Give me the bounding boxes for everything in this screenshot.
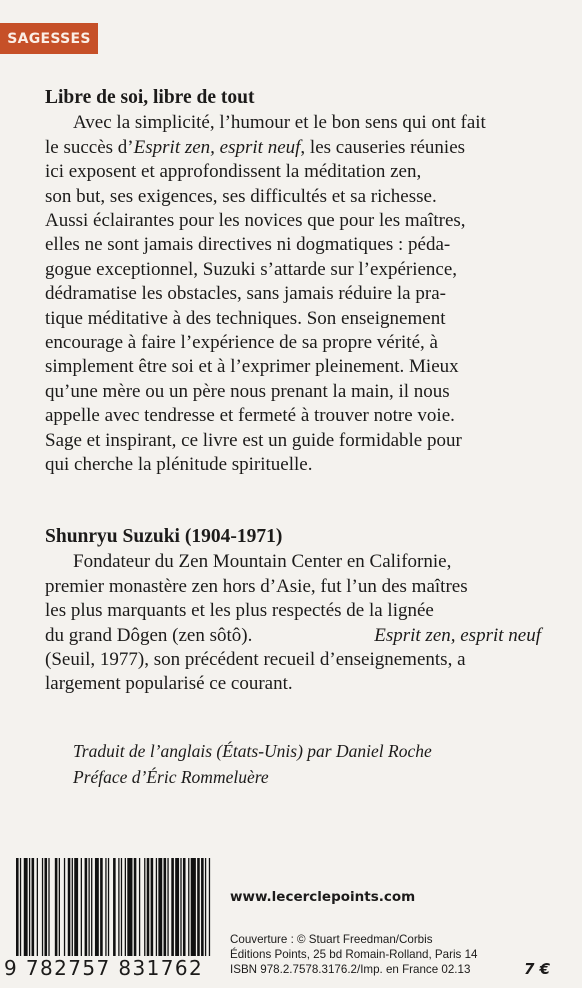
book-title: Esprit zen, esprit neuf: [374, 624, 541, 646]
book-title: Esprit zen, esprit neuf: [133, 136, 301, 158]
back-cover-blurb: [45, 86, 541, 478]
imprint: [230, 932, 477, 977]
barcode-bar: [205, 858, 206, 956]
blurb-line: appelle avec tendresse et fermeté à trouver notre voie.: [45, 405, 455, 427]
blurb-line: qui cherche la plénitude spirituelle.: [45, 454, 313, 476]
barcode-bar: [105, 858, 106, 956]
barcode-bar: [147, 858, 150, 956]
blurb-line: Sage et inspirant, ce livre est un guide formidable pour: [45, 429, 462, 451]
barcode-bar: [74, 858, 78, 956]
isbn-line: ISBN 978.2.7578.3176.2/Imp. en France 02.13: [230, 963, 471, 976]
website: www.lecerclepoints.com: [230, 889, 416, 905]
barcode-bar: [68, 858, 71, 956]
barcode-bar: [100, 858, 103, 956]
blurb-line: son but, ses exigences, ses difficultés et sa richesse.: [45, 185, 437, 207]
bio-line: largement popularisé ce courant.: [45, 673, 293, 695]
barcode-bar: [127, 858, 132, 956]
barcode-bar: [125, 858, 126, 956]
barcode-bar: [121, 858, 122, 956]
author-heading: Shunryu Suzuki (1904-1971): [45, 526, 283, 547]
barcode-bar: [139, 858, 140, 956]
barcode-bar: [32, 858, 35, 956]
barcode-bar: [55, 858, 58, 956]
barcode-bar: [64, 858, 65, 956]
barcode-bar: [85, 858, 88, 956]
barcode-bar: [24, 858, 28, 956]
barcode-bar: [171, 858, 174, 956]
barcode-bar: [37, 858, 38, 956]
blurb-line: ici exposent et approfondissent la méditation zen,: [45, 161, 422, 183]
publisher-address: Éditions Points, 25 bd Romain-Rolland, Paris 14: [230, 948, 478, 961]
bio-line: premier monastère zen hors d’Asie, fut l’un des maîtres: [45, 575, 468, 597]
barcode-bar: [88, 858, 89, 956]
barcode-bar: [95, 858, 99, 956]
blurb-line: qu’une mère ou un père nous prenant la main, il nous: [45, 380, 450, 402]
series-badge: SAGESSES: [0, 23, 98, 54]
barcode-bar: [113, 858, 116, 956]
blurb-line: dédramatise les obstacles, sans jamais réduire la pra-: [45, 283, 446, 305]
barcode-area: [4, 858, 219, 986]
bio-line: les plus marquants et les plus respectés de la lignée: [45, 600, 434, 622]
barcode-bar: [72, 858, 73, 956]
barcode-bar: [175, 858, 179, 956]
blurb-line: encourage à faire l’expérience de sa propre vérité, à: [45, 332, 438, 354]
author-bio: [45, 525, 541, 697]
blurb-line: elles ne sont jamais directives ni dogmatiques : péda-: [45, 234, 451, 256]
blurb-line: le succès d’Esprit zen, esprit neuf, les causeries réunies: [45, 136, 466, 158]
barcode-bar: [108, 858, 109, 956]
translation-credit: Traduit de l’anglais (États-Unis) par Daniel Roche: [73, 741, 432, 761]
barcode-bar: [167, 858, 168, 956]
bio-line: (Seuil, 1977), son précédent recueil d’enseignements, a: [45, 649, 466, 671]
barcode-bar: [16, 858, 19, 956]
barcode-bar: [81, 858, 82, 956]
barcode-bar: [158, 858, 162, 956]
barcode-bar: [29, 858, 30, 956]
blurb-line: Aussi éclairantes pour les novices que pour les maîtres,: [45, 210, 466, 232]
blurb-line: tique méditative à des techniques. Son enseignement: [45, 307, 446, 329]
barcode-bar: [42, 858, 43, 956]
bio-line: du grand Dôgen (zen sôtô). Esprit zen, esprit neuf: [45, 624, 541, 648]
barcode-bar: [183, 858, 186, 956]
barcode-bar: [134, 858, 137, 956]
barcode-bar: [118, 858, 119, 956]
blurb-line: gogue exceptionnel, Suzuki s’attarde sur l’expérience,: [45, 258, 458, 280]
bio-line: Fondateur du Zen Mountain Center en Californie,: [73, 551, 452, 573]
barcode-bar: [180, 858, 181, 956]
cover-credit: Couverture : © Stuart Freedman/Corbis: [230, 933, 433, 946]
barcode-bar: [209, 858, 210, 956]
blurb-line: Avec la simplicité, l’humour et le bon sens qui ont fait: [73, 112, 486, 134]
barcode-bar: [144, 858, 145, 956]
barcode-bar: [156, 858, 157, 956]
barcode-bar: [197, 858, 200, 956]
barcode-bar: [201, 858, 204, 956]
barcode-bar: [191, 858, 196, 956]
price: 7 €: [524, 960, 551, 978]
blurb-line: simplement être soi et à l’exprimer pleinement. Mieux: [45, 356, 459, 378]
barcode-bar: [44, 858, 47, 956]
preface-credit: Préface d’Éric Rommeluère: [73, 767, 269, 787]
barcode-bar: [151, 858, 154, 956]
barcode-bar: [164, 858, 167, 956]
barcode-digits: 9 782757 831762: [4, 956, 204, 980]
barcode-bar: [59, 858, 60, 956]
barcode: [16, 858, 214, 956]
credits: [73, 738, 432, 790]
barcode-bar: [20, 858, 21, 956]
barcode-bar: [188, 858, 189, 956]
barcode-bar: [91, 858, 92, 956]
barcode-bar: [48, 858, 49, 956]
blurb-heading: Libre de soi, libre de tout: [45, 87, 255, 108]
